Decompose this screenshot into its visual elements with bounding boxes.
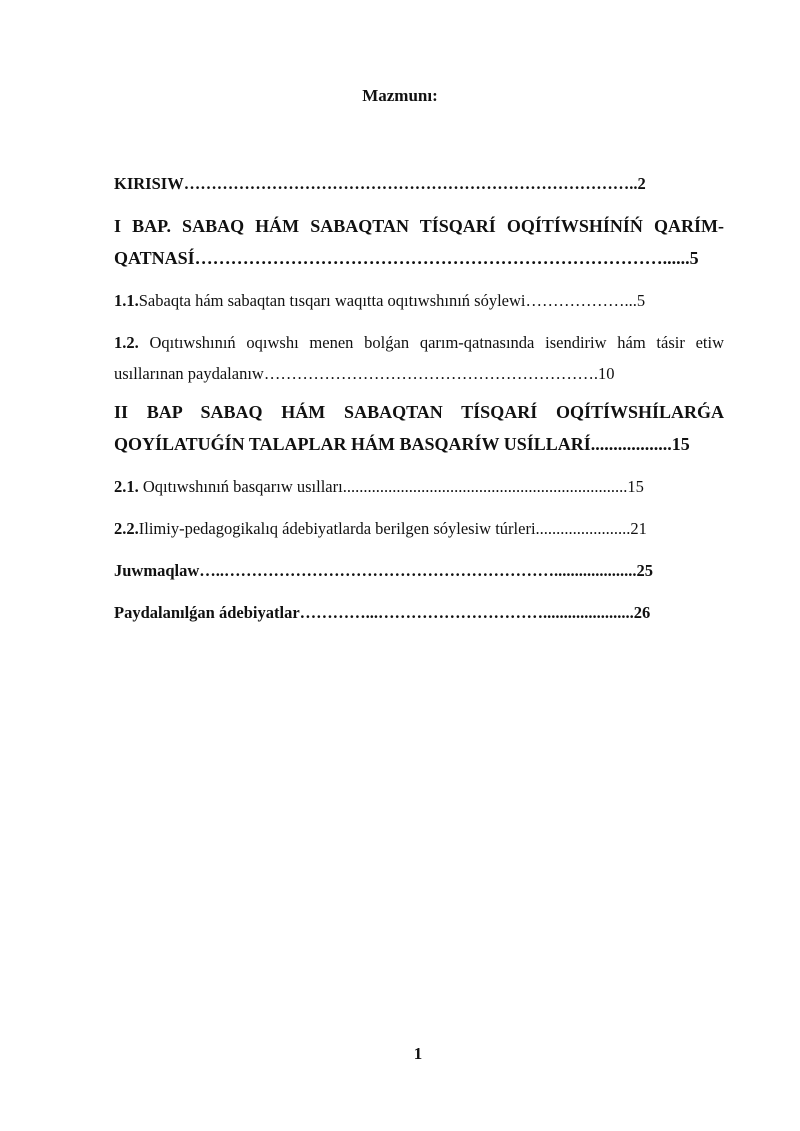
section-number: 1.2. [114, 333, 139, 352]
toc-entry-chapter-2[interactable]: II BAP SABAQ HÁM SABAQTAN TÍSQARÍ OQÍTÍWSHÍLARǴA QOYÍLATUǴÍN TALAPLAR HÁM BASQARÍW USÍLLARÍ..................15 [114, 402, 724, 454]
toc-entry-kirisiw[interactable]: KIRISIW………………………………………………………………………..2 [114, 174, 646, 193]
toc-entry-section-2-2[interactable] [114, 513, 724, 544]
section-title: Oqıtıwshınıń oqıwshı menen bolǵan qarım-qatnasında isendiriw hám tásir etiw usıllarınan paydalanıw…………………………………………………….10 [114, 333, 724, 383]
section-number: 2.1. [114, 477, 139, 496]
section-title: Ilimiy-pedagogikalıq ádebiyatlarda berilgen sóylesiw túrleri.......................21 [138, 519, 647, 538]
section-title: Sabaqta hám sabaqtan tısqarı waqıtta oqıtıwshınıń sóylewi………………...5 [138, 291, 646, 310]
toc-entry-chapter-1[interactable]: I BAP. SABAQ HÁM SABAQTAN TÍSQARÍ OQÍTÍWSHÍNÍŃ QARÍM-QATNASÍ……………………………………………………………………......5 [114, 216, 724, 268]
page-title: Mazmunı: [362, 86, 438, 105]
toc-entry-section-1-2[interactable] [114, 327, 724, 389]
section-title: Oqıtıwshınıń basqarıw usılları.....................................................................15 [138, 477, 644, 496]
toc-entry-juwmaqlaw[interactable]: Juwmaqlaw…..……………………………………………………....................25 [114, 561, 654, 580]
table-of-contents [114, 168, 724, 628]
section-number: 2.2. [114, 519, 139, 538]
toc-entry-references[interactable]: Paydalanılǵan ádebiyatlar…………...…………………………......................26 [114, 603, 651, 622]
page-number: 1 [413, 1044, 423, 1063]
toc-entry-section-1-1[interactable] [114, 285, 724, 316]
toc-entry-section-2-1[interactable] [114, 471, 724, 502]
section-number: 1.1. [114, 291, 139, 310]
